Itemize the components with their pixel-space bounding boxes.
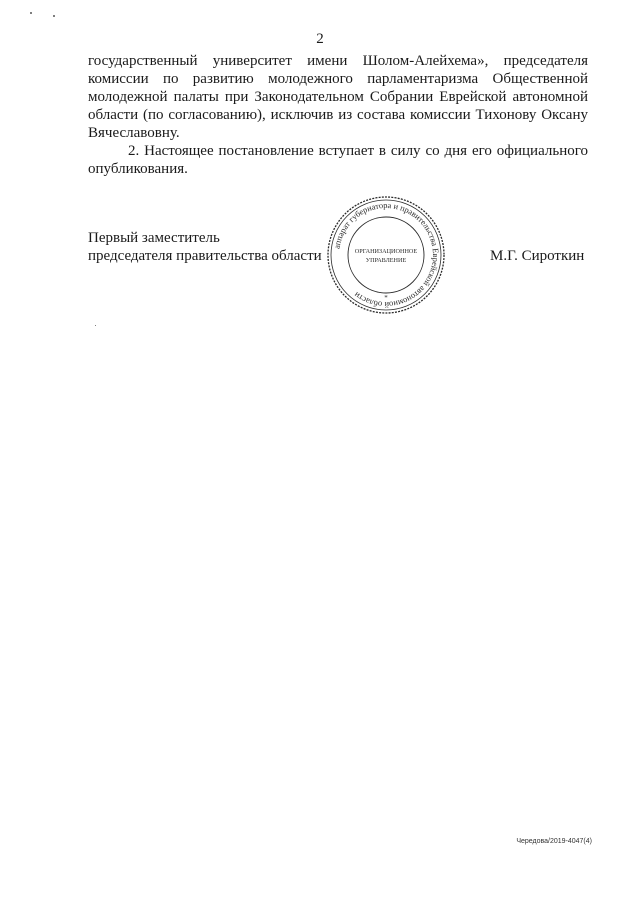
- paragraph-continuation: государственный университет имени Шолом-Алейхема», председателя комиссии по развитию молодежного парламентаризма Общественной молодежной палаты при Законодательном Собрании Еврейской автономной области (по согласованию), исключив из состава комиссии Тихонову Оксану Вячеславовну.: [88, 53, 588, 141]
- scan-speck: [95, 325, 96, 326]
- scan-speck: [30, 12, 32, 14]
- seal-outer-text-path: аппарат губернатора и правительства Еврейской автономной области: [332, 200, 441, 310]
- signatory-title: [88, 229, 322, 265]
- signatory-title-line2: председателя правительства области: [88, 248, 322, 264]
- scan-speck: [53, 15, 55, 17]
- page-number: 2: [316, 31, 324, 47]
- signatory-name: М.Г. Сироткин: [490, 248, 585, 264]
- body-text: [88, 52, 588, 178]
- seal-center-line2: УПРАВЛЕНИЕ: [365, 257, 407, 264]
- seal-inner-ring: [348, 217, 424, 293]
- official-seal: [324, 193, 448, 317]
- seal-center-line1: ОРГАНИЗАЦИОННОЕ: [354, 248, 418, 255]
- document-reference: Чередова/2019-4047(4): [516, 838, 592, 845]
- signatory-title-line1: Первый заместитель: [88, 230, 220, 246]
- paragraph-effective-date: 2. Настоящее постановление вступает в силу со дня его официального опубликования.: [88, 143, 588, 177]
- seal-star-icon: *: [384, 294, 388, 302]
